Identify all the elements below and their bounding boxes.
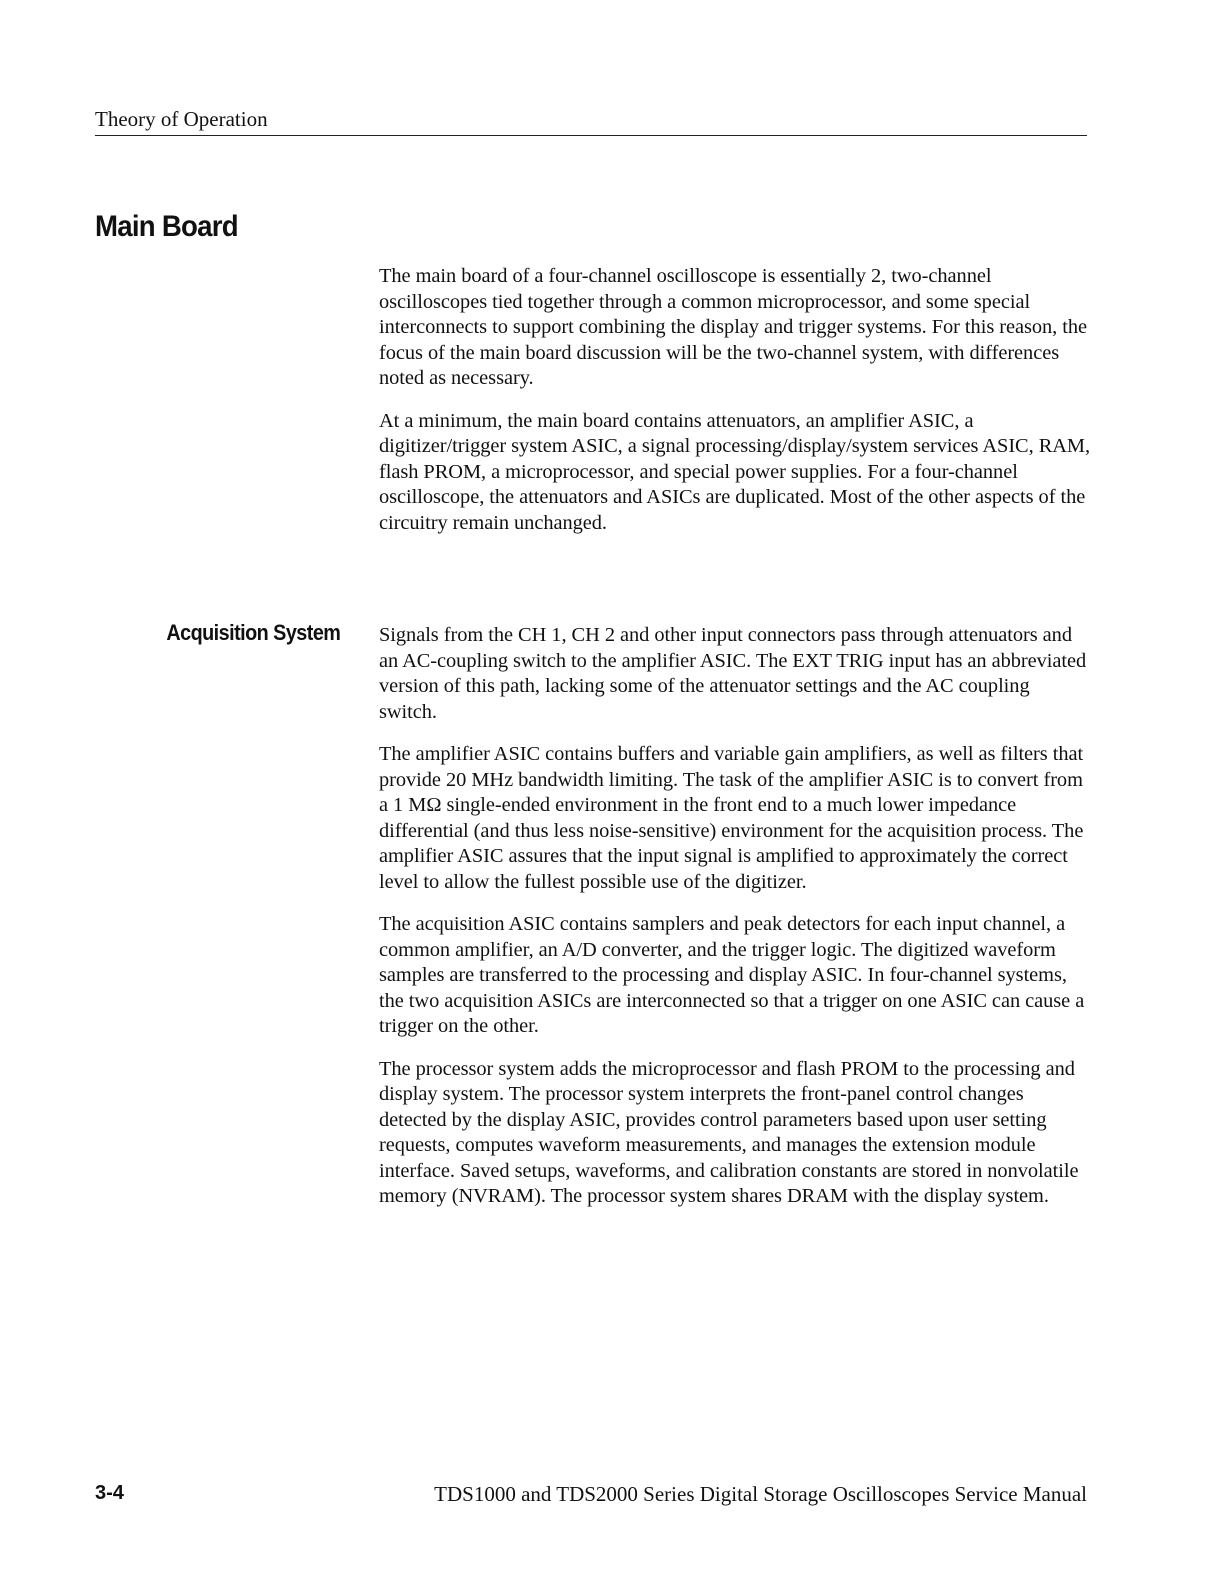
acquisition-system-body bbox=[379, 623, 1091, 1227]
page-number: 3-4 bbox=[95, 1482, 124, 1504]
side-heading-acquisition-system: Acquisition System bbox=[165, 620, 340, 645]
running-header-title: Theory of Operation bbox=[95, 107, 268, 131]
main-board-body bbox=[379, 264, 1091, 553]
main-board-paragraph-2: At a minimum, the main board contains attenuators, an amplifier ASIC, a digitizer/trigger system ASIC, a signal processing/display/system services ASIC, RAM, flash PROM, a microprocessor, and special power supplies. For a four-channel oscilloscope, the attenuators and ASICs are duplicated. Most of the other aspects of the circuitry remain unchanged. bbox=[379, 409, 1091, 534]
acquisition-paragraph-3: The acquisition ASIC contains samplers and peak detectors for each input channel, a common amplifier, an A/D converter, and the trigger logic. The digitized waveform samples are transferred to the processing and display ASIC. In four-channel systems, the two acquisition ASICs are interconnected so that a trigger on one ASIC can cause a trigger on the other. bbox=[379, 913, 1085, 1037]
section-title-main-board: Main Board bbox=[95, 210, 238, 243]
acquisition-paragraph-4: The processor system adds the microprocessor and flash PROM to the processing and display system. The processor system interprets the front-panel control changes detected by the display ASIC, provides control parameters based upon user setting requests, computes waveform measurements, and manages the extension module interface. Saved setups, waveforms, and calibration constants are stored in nonvolatile memory (NVRAM). The processor system shares DRAM with the display system. bbox=[379, 1057, 1079, 1207]
acquisition-paragraph-2: The amplifier ASIC contains buffers and variable gain amplifiers, as well as filters that provide 20 MHz bandwidth limiting. The task of the amplifier ASIC is to convert from a 1 MΩ single-ended environment in the front end to a much lower impedance differential (and thus less noise-sensitive) environment for the acquisition process. The amplifier ASIC assures that the input signal is amplified to approximately the correct level to allow the fullest possible use of the digitizer. bbox=[379, 743, 1084, 893]
main-board-paragraph-1: The main board of a four-channel oscilloscope is essentially 2, two-channel oscilloscopes tied together through a common microprocessor, and some special interconnects to support combining the display and trigger systems. For this reason, the focus of the main board discussion will be the two-channel system, with differences noted as necessary. bbox=[379, 265, 1088, 389]
footer-manual-title: TDS1000 and TDS2000 Series Digital Storage Oscilloscopes Service Manual bbox=[434, 1482, 1087, 1506]
running-header bbox=[95, 107, 1087, 136]
acquisition-paragraph-1: Signals from the CH 1, CH 2 and other input connectors pass through attenuators and an AC-coupling switch to the amplifier ASIC. The EXT TRIG input has an abbreviated version of this path, lacking some of the attenuator settings and the AC coupling switch. bbox=[379, 624, 1087, 723]
